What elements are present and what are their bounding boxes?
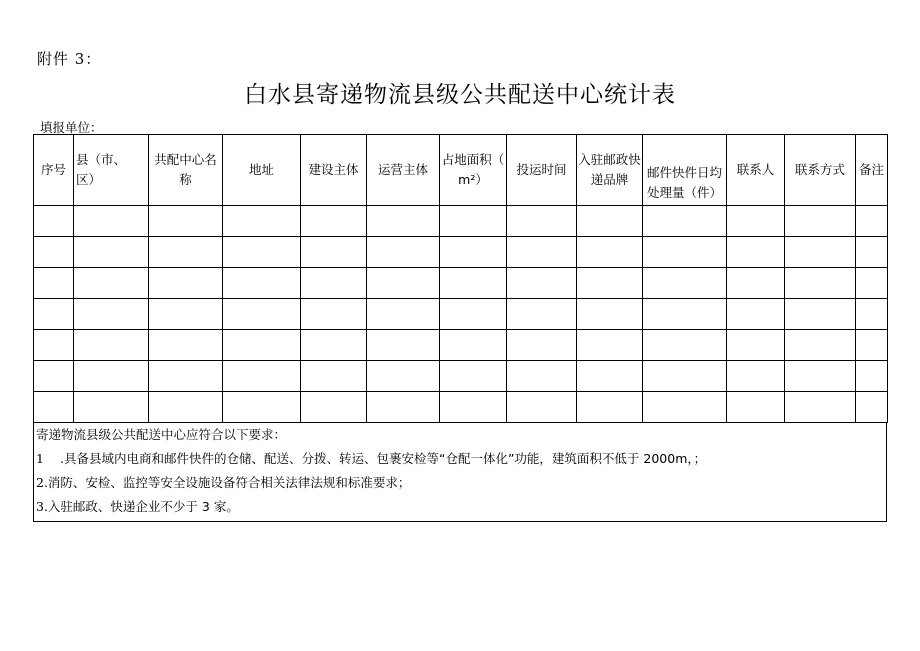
table-cell (727, 392, 785, 423)
table-cell (577, 361, 643, 392)
col-header-daily-volume: 邮件快件日均 处理量（件） (643, 135, 727, 206)
document-title: 白水县寄递物流县级公共配送中心统计表 (244, 82, 676, 108)
table-cell (367, 392, 440, 423)
table-cell (223, 392, 301, 423)
table-cell (34, 299, 74, 330)
col-header-phone: 联系方式 (785, 135, 856, 206)
table-cell (74, 330, 149, 361)
table-cell (301, 361, 367, 392)
table-cell (367, 361, 440, 392)
table-cell (149, 392, 223, 423)
table-cell (301, 268, 367, 299)
table-cell (149, 330, 223, 361)
table-cell (74, 361, 149, 392)
table-cell (74, 392, 149, 423)
table-cell (785, 237, 856, 268)
table-cell (149, 237, 223, 268)
table-cell (301, 330, 367, 361)
table-cell (440, 392, 507, 423)
table-cell (74, 237, 149, 268)
col-header-start-date: 投运时间 (507, 135, 577, 206)
table-cell (785, 330, 856, 361)
attachment-label: 附件 3： (37, 50, 102, 68)
table-cell (727, 330, 785, 361)
table-cell (440, 268, 507, 299)
table-cell (34, 392, 74, 423)
statistics-table-wrap (33, 134, 887, 522)
table-cell (577, 330, 643, 361)
table-row (34, 392, 888, 423)
table-cell (577, 268, 643, 299)
table-cell (727, 237, 785, 268)
requirements-note (33, 423, 887, 522)
table-cell (223, 237, 301, 268)
col-header-address: 地址 (223, 135, 301, 206)
table-cell (149, 206, 223, 237)
table-cell (34, 361, 74, 392)
table-cell (727, 361, 785, 392)
table-cell (785, 268, 856, 299)
table-cell (577, 206, 643, 237)
table-cell (149, 299, 223, 330)
table-row (34, 299, 888, 330)
table-cell (440, 299, 507, 330)
table-cell (440, 206, 507, 237)
table-cell (74, 206, 149, 237)
table-cell (643, 206, 727, 237)
table-cell (643, 299, 727, 330)
table-cell (507, 299, 577, 330)
table-cell (856, 392, 888, 423)
table-cell (507, 268, 577, 299)
requirements-heading: 寄递物流县级公共配送中心应符合以下要求： (36, 427, 287, 442)
fill-unit-label: 填报单位： (40, 120, 103, 135)
statistics-table (33, 134, 888, 423)
table-cell (856, 299, 888, 330)
requirement-item: 3.入驻邮政、快递企业不少于 3 家。 (36, 499, 239, 514)
requirement-item: 1 .具备县域内电商和邮件快件的仓储、配送、分拨、转运、包裹安检等“仓配一体化”功能，建筑面积不低于 2000m，； (36, 451, 707, 466)
table-cell (301, 299, 367, 330)
table-cell (856, 206, 888, 237)
col-header-builder: 建设主体 (301, 135, 367, 206)
table-cell (507, 392, 577, 423)
table-cell (727, 268, 785, 299)
table-cell (507, 330, 577, 361)
table-cell (643, 268, 727, 299)
table-cell (440, 330, 507, 361)
col-header-remark: 备注 (856, 135, 888, 206)
col-header-center-name: 共配中心名 称 (149, 135, 223, 206)
table-cell (727, 299, 785, 330)
table-cell (34, 268, 74, 299)
table-cell (785, 299, 856, 330)
table-cell (856, 361, 888, 392)
table-cell (149, 361, 223, 392)
table-cell (507, 206, 577, 237)
table-cell (223, 206, 301, 237)
table-cell (507, 237, 577, 268)
table-cell (856, 237, 888, 268)
col-header-area: 占地面积（ m²） (440, 135, 507, 206)
table-cell (34, 206, 74, 237)
table-row (34, 237, 888, 268)
table-cell (785, 392, 856, 423)
table-row (34, 361, 888, 392)
table-cell (643, 361, 727, 392)
table-cell (643, 237, 727, 268)
table-cell (367, 330, 440, 361)
requirement-item: 2.消防、安检、监控等安全设施设备符合相关法律法规和标准要求； (36, 475, 411, 490)
table-cell (223, 330, 301, 361)
col-header-index: 序号 (34, 135, 74, 206)
table-cell (223, 361, 301, 392)
table-cell (643, 392, 727, 423)
table-cell (367, 299, 440, 330)
col-header-contact: 联系人 (727, 135, 785, 206)
col-header-operator: 运营主体 (367, 135, 440, 206)
table-cell (440, 237, 507, 268)
col-header-brands: 入驻邮政快 递品牌 (577, 135, 643, 206)
table-cell (643, 330, 727, 361)
table-cell (440, 361, 507, 392)
table-cell (577, 392, 643, 423)
table-cell (34, 237, 74, 268)
table-cell (301, 237, 367, 268)
header-row (34, 135, 888, 206)
table-cell (223, 299, 301, 330)
table-cell (785, 206, 856, 237)
table-cell (34, 330, 74, 361)
table-cell (301, 392, 367, 423)
table-cell (301, 206, 367, 237)
table-cell (367, 206, 440, 237)
table-cell (367, 237, 440, 268)
table-cell (74, 299, 149, 330)
table-cell (223, 268, 301, 299)
table-cell (74, 268, 149, 299)
table-cell (856, 330, 888, 361)
table-row (34, 330, 888, 361)
table-cell (149, 268, 223, 299)
table-cell (727, 206, 785, 237)
table-row (34, 206, 888, 237)
table-cell (856, 268, 888, 299)
table-cell (785, 361, 856, 392)
table-cell (367, 268, 440, 299)
table-cell (577, 299, 643, 330)
table-row (34, 268, 888, 299)
col-header-county: 县（市、 区） (74, 135, 149, 206)
table-cell (577, 237, 643, 268)
table-cell (507, 361, 577, 392)
